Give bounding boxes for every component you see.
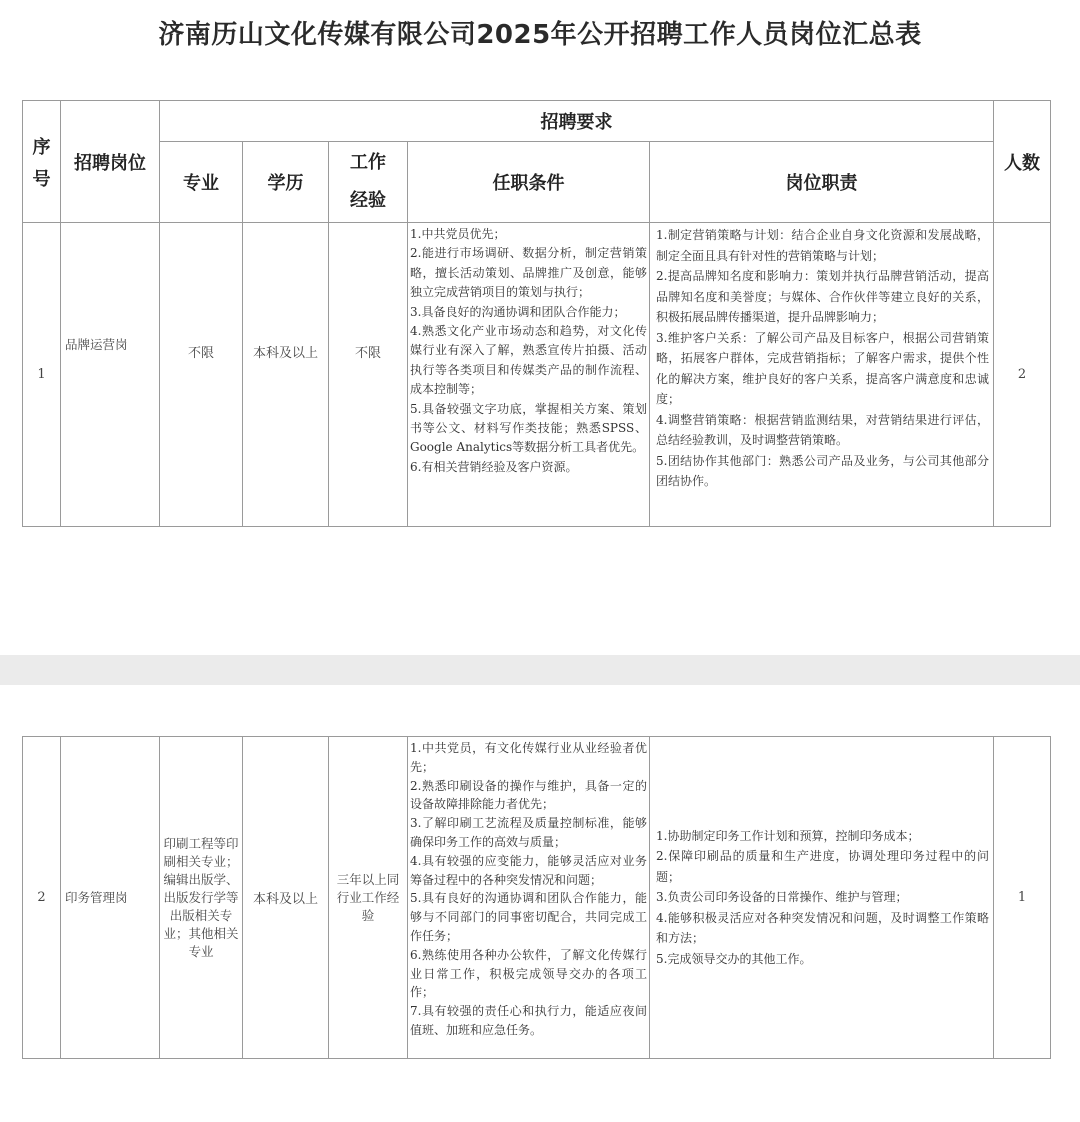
duty-item: 5.团结协作其他部门：熟悉公司产品及业务，与公司其他部分团结协作。 (656, 453, 989, 488)
header-count: 人数 (994, 101, 1051, 223)
condition-item: 2.熟悉印刷设备的操作与维护，具备一定的设备故障排除能力者优先； (410, 778, 647, 812)
table-row (23, 737, 1051, 1059)
row-2-seq: 2 (23, 737, 61, 1059)
condition-item: 6.有相关营销经验及客户资源。 (410, 459, 578, 474)
header-duties: 岗位职责 (650, 142, 994, 223)
condition-item: 5.具有良好的沟通协调和团队合作能力，能够与不同部门的同事密切配合，共同完成工作任务； (410, 891, 647, 943)
condition-item: 1.中共党员优先； (410, 227, 506, 241)
page-break-band (0, 655, 1080, 685)
row-2-education: 本科及以上 (243, 737, 329, 1059)
row-1-conditions (408, 223, 650, 527)
row-1-duties (650, 223, 994, 527)
duty-item: 4.调整营销策略：根据营销监测结果，对营销结果进行评估，总结经验教训，及时调整营销策略。 (656, 412, 989, 447)
duty-item: 2.保障印刷品的质量和生产进度，协调处理印务过程中的问题； (656, 849, 989, 884)
header-experience: 工作 经验 (329, 142, 408, 223)
row-1-post: 品牌运营岗 (61, 223, 160, 527)
header-seq: 序号 (23, 101, 61, 223)
duty-item: 3.维护客户关系：了解公司产品及目标客户，根据公司营销策略，拓展客户群体，完成营销指标；了解客户需求，提供个性化的解决方案，维护良好的客户关系，提高客户满意度和忠诚度； (656, 330, 989, 406)
row-2-major: 印刷工程等印刷相关专业；编辑出版学、出版发行学等出版相关专业；其他相关专业 (160, 737, 243, 1059)
duty-item: 2.提高品牌知名度和影响力：策划并执行品牌营销活动，提高品牌知名度和美誉度；与媒体、合作伙伴等建立良好的关系，积极拓展品牌传播渠道，提升品牌影响力； (656, 269, 989, 324)
page-title: 济南历山文化传媒有限公司2025年公开招聘工作人员岗位汇总表 (158, 20, 922, 50)
recruitment-table-part-1 (22, 100, 1051, 527)
condition-item: 2.能进行市场调研、数据分析，制定营销策略，擅长活动策划、品牌推广及创意，能够独立完成营销项目的策划与执行； (410, 246, 647, 300)
header-education: 学历 (243, 142, 329, 223)
row-1-major: 不限 (160, 223, 243, 527)
condition-item: 7.具有较强的责任心和执行力，能适应夜间值班、加班和应急任务。 (410, 1004, 647, 1037)
row-1-seq: 1 (23, 223, 61, 527)
row-1-experience: 不限 (329, 223, 408, 527)
condition-item: 4.熟悉文化产业市场动态和趋势，对文化传媒行业有深入了解，熟悉宣传片拍摄、活动执行等各类项目和传媒类产品的制作流程、成本控制等； (410, 324, 647, 397)
row-2-conditions (408, 737, 650, 1059)
duty-item: 1.协助制定印务工作计划和预算，控制印务成本； (656, 828, 920, 843)
condition-item: 3.了解印刷工艺流程及质量控制标准，能够确保印务工作的高效与质量； (410, 816, 647, 849)
duty-item: 4.能够积极灵活应对各种突发情况和问题，及时调整工作策略和方法； (656, 910, 989, 946)
table-row (23, 223, 1051, 527)
header-conditions: 任职条件 (408, 142, 650, 223)
condition-item: 4.具有较强的应变能力，能够灵活应对业务筹备过程中的各种突发情况和问题； (410, 853, 647, 887)
row-2-experience: 三年以上同行业工作经验 (329, 737, 408, 1059)
condition-item: 1.中共党员，有文化传媒行业从业经验者优先； (410, 741, 647, 774)
header-post: 招聘岗位 (61, 101, 160, 223)
header-major: 专业 (160, 142, 243, 223)
row-1-count: 2 (994, 223, 1051, 527)
condition-item: 6.熟练使用各种办公软件，了解文化传媒行业日常工作，积极完成领导交办的各项工作； (410, 947, 647, 1000)
recruitment-table-part-2 (22, 736, 1051, 1059)
duty-item: 5.完成领导交办的其他工作。 (656, 951, 812, 966)
duty-item: 1.制定营销策略与计划：结合企业自身文化资源和发展战略，制定全面且具有针对性的营销策略与计划； (656, 228, 989, 263)
condition-item: 3.具备良好的沟通协调和团队合作能力； (410, 304, 626, 319)
condition-item: 5.具备较强文字功底，掌握相关方案、策划书等公文、材料写作类技能；熟悉SPSS、Google Analytics等数据分析工具者优先。 (410, 401, 647, 455)
header-requirements: 招聘要求 (160, 101, 994, 142)
row-2-post: 印务管理岗 (61, 737, 160, 1059)
row-1-education: 本科及以上 (243, 223, 329, 527)
row-2-count: 1 (994, 737, 1051, 1059)
row-2-duties (650, 737, 994, 1059)
duty-item: 3.负责公司印务设备的日常操作、维护与管理； (656, 890, 908, 905)
